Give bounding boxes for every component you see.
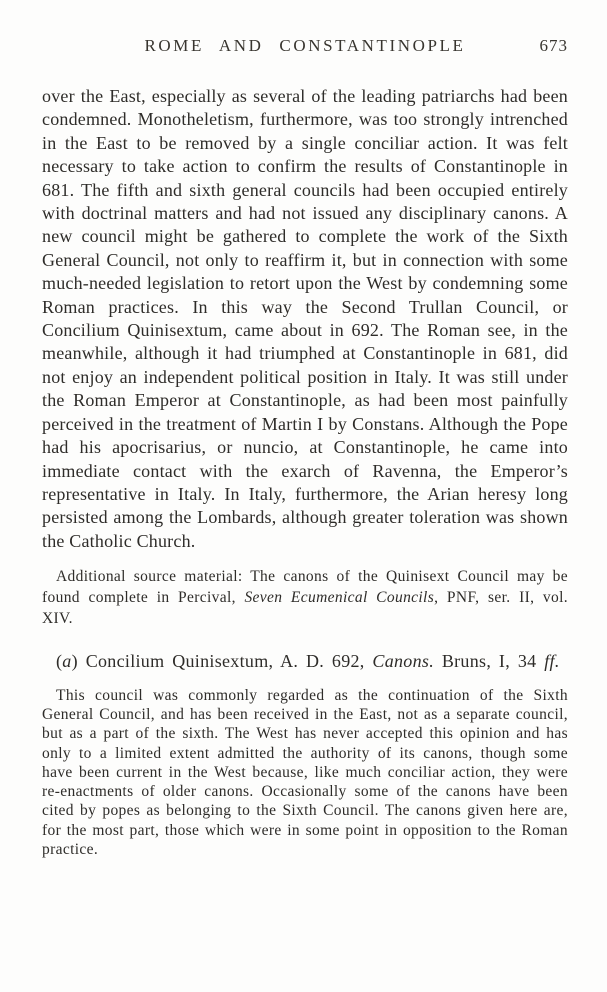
section-heading-canons: Canons. bbox=[372, 651, 435, 672]
section-heading bbox=[42, 649, 568, 675]
page-content bbox=[42, 36, 568, 859]
source-note-tail: , PNF, ser. II, vol. XIV. bbox=[42, 589, 568, 628]
running-header bbox=[42, 36, 568, 60]
chapter-title: ROME AND CONSTANTINOPLE bbox=[144, 36, 466, 55]
section-heading-citation: Bruns, I, 34 bbox=[434, 651, 545, 672]
section-heading-ff: ff. bbox=[544, 651, 560, 672]
body-paragraph: over the East, especially as several of the leading patriarchs had been condemned. Monotheletism, furthermore, was too strongly intrenched in the East to be removed by a single conciliar action. It was felt necessary to take action to confirm the results of Constantinople in 681. The fifth and sixth general councils had been occupied entirely with doctrinal matters and had not issued any disciplinary canons. A new council might be gathered to complete the work of the Sixth General Council, not only to reaffirm it, but in connection with some much-needed legislation to retort upon the West by condemning some Roman practices. In this way the Second Trullan Council, or Concilium Quinisextum, came about in 692. The Roman see, in the meanwhile, although it had triumphed at Constantinople in 681, did not enjoy an independent political position in Italy. It was still under the Roman Emperor at Constantinople, as had been most painfully perceived in the treatment of Martin I by Constans. Although the Pope had his apocrisarius, or nuncio, at Constantinople, he came into immediate contact with the exarch of Ravenna, the Emperor’s representative in Italy. In Italy, furthermore, the Arian heresy long persisted among the Lombards, although greater toleration was shown the Catholic Church. bbox=[42, 86, 568, 551]
section-heading-paren: ( bbox=[56, 651, 63, 672]
source-note-text: Additional source material: The canons of the Quinisext Council may be found complete in Percival, bbox=[42, 568, 568, 607]
section-heading-letter: a bbox=[62, 651, 72, 672]
page-number: 673 bbox=[539, 36, 568, 55]
source-note-italic-title: Seven Ecumenical Councils bbox=[244, 589, 435, 607]
section-heading-main: ) Concilium Quinisextum, A. D. 692, bbox=[71, 651, 373, 672]
section-description: This council was commonly regarded as the continuation of the Sixth General Council, and has been received in the East, not as a separate council, but as a part of the sixth. The West has never accepted this opinion and has only to a limited extent admitted the authority of its canons, though some have been current in the West because, like much conciliar action, they were re-enactments of older canons. Occasionally some of the canons have been cited by popes as belonging to the Sixth Council. The canons given here are, for the most part, those which were in some point in opposition to the Roman practice. bbox=[42, 686, 568, 858]
source-note bbox=[42, 566, 568, 629]
